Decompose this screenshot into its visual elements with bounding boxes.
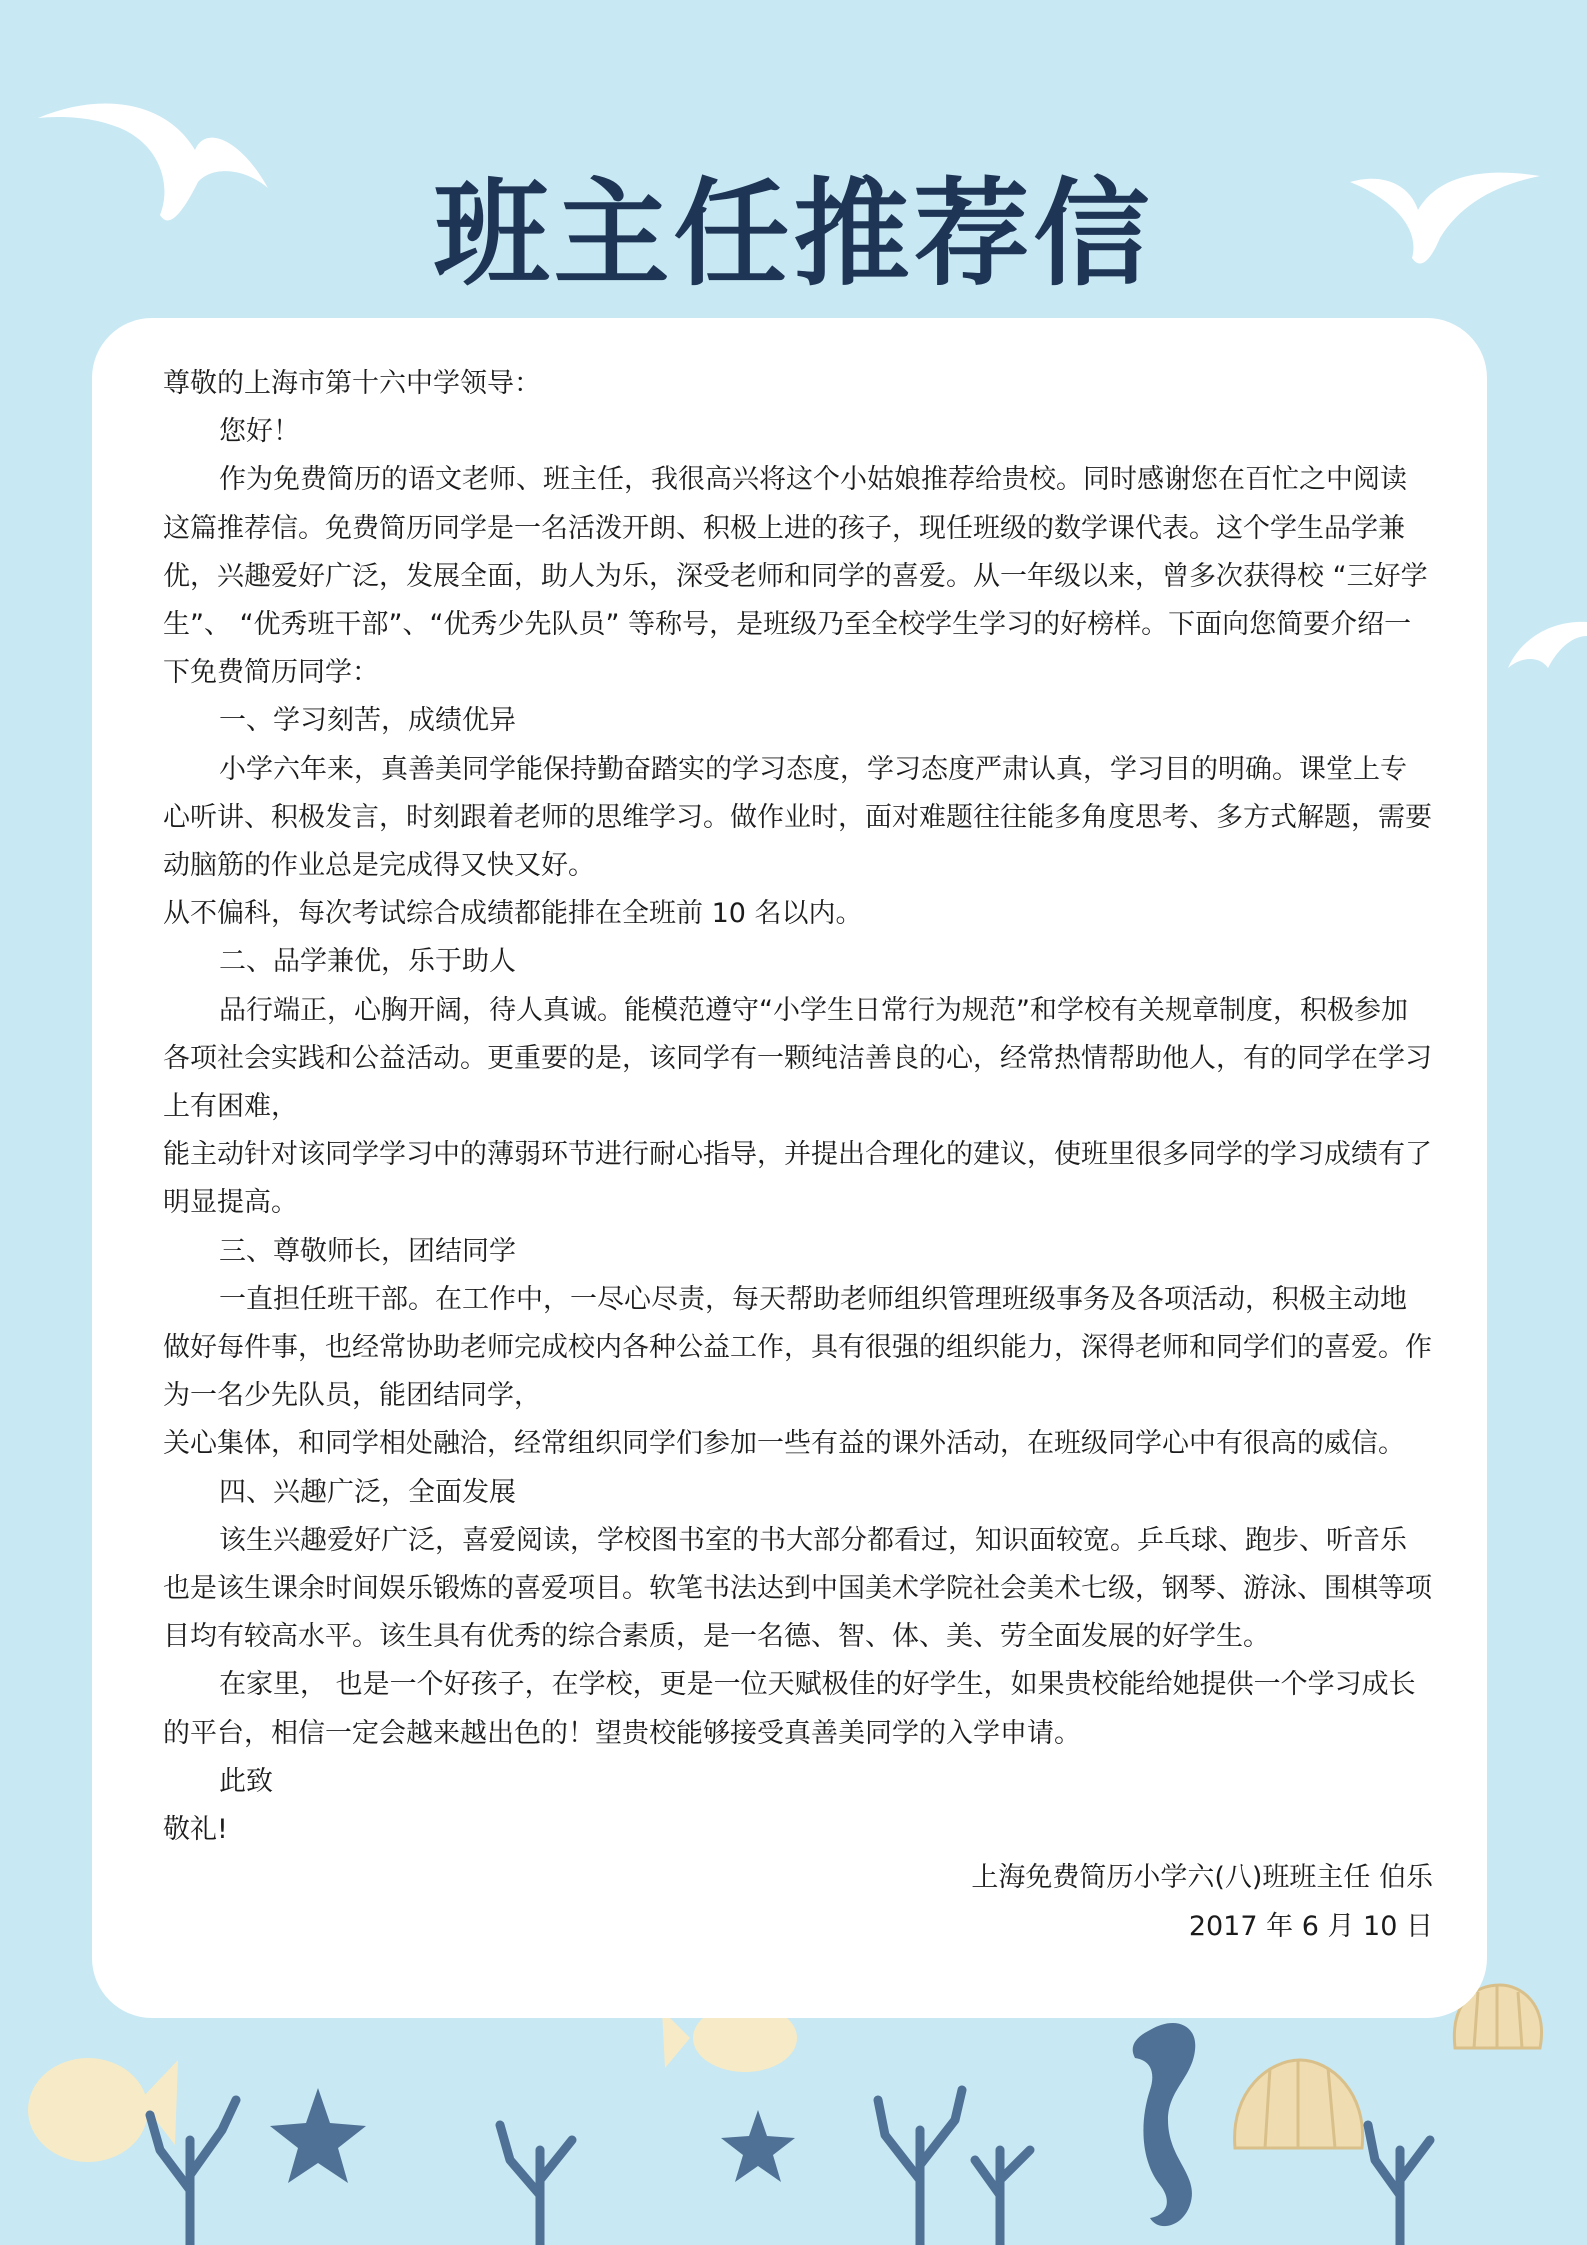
section-2-extra: 能主动针对该同学学习中的薄弱环节进行耐心指导，并提出合理化的建议，使班里很多同学的学习成绩有了明显提高。 [163,1139,1432,1219]
section-4-body: 该生兴趣爱好广泛，喜爱阅读，学校图书室的书大部分都看过，知识面较宽。乒乓球、跑步、听音乐也是该生课余时间娱乐锻炼的喜爱项目。软笔书法达到中国美术学院社会美术七级，钢琴、游泳、围棋等项目均有较高水平。该生具有优秀的综合素质，是一名德、智、体、美、劳全面发展的好学生。 [163,1524,1432,1653]
section-2-title: 二、品学兼优，乐于助人 [219,946,516,978]
letter-date: 2017 年 6 月 10 日 [1188,1910,1433,1942]
closing-paragraph: 在家里， 也是一个好孩子，在学校，更是一位天赋极佳的好学生，如果贵校能给她提供一个学习成长的平台，相信一定会越来越出色的！望贵校能够接受真善美同学的入学申请。 [163,1669,1416,1749]
shell-icon [1235,2060,1363,2148]
page-title: 班主任推荐信 [433,167,1154,302]
section-1-title: 一、学习刻苦，成绩优异 [219,705,516,737]
section-2-body: 品行端正，心胸开阔，待人真诚。能模范遵守“小学生日常行为规范”和学校有关规章制度，积极参加各项社会实践和公益活动。更重要的是，该同学有一颗纯洁善良的心，经常热情帮助他人，有的同学在学习上有困难， [163,994,1432,1123]
section-3-title: 三、尊敬师长，团结同学 [219,1235,516,1267]
section-1-body: 小学六年来，真善美同学能保持勤奋踏实的学习态度，学习态度严肃认真，学习目的明确。课堂上专心听讲、积极发言，时刻跟着老师的思维学习。做作业时，面对难题往往能多角度思考、多方式解题，需要动脑筋的作业总是完成得又快又好。 [163,753,1432,882]
letter-body [163,360,1433,1951]
section-4-title: 四、兴趣广泛，全面发展 [219,1476,516,1508]
section-3-body: 一直担任班干部。在工作中，一尽心尽责，每天帮助老师组织管理班级事务及各项活动，积极主动地做好每件事，也经常协助老师完成校内各种公益工作，具有很强的组织能力，深得老师和同学们的喜爱。作为一名少先队员，能团结同学， [163,1283,1432,1412]
seagull-icon [1508,622,1587,668]
signature: 上海免费简历小学六(八)班班主任 伯乐 [971,1862,1433,1894]
starfish-icon [270,2088,366,2183]
section-3-extra: 关心集体，和同学相处融洽，经常组织同学们参加一些有益的课外活动，在班级同学心中有很高的威信。 [163,1428,1405,1460]
greeting: 您好！ [219,416,300,448]
intro-paragraph: 作为免费简历的语文老师、班主任，我很高兴将这个小姑娘推荐给贵校。同时感谢您在百忙之中阅读这篇推荐信。免费简历同学是一名活泼开朗、积极上进的孩子，现任班级的数学课代表。这个学生品学兼优，兴趣爱好广泛，发展全面，助人为乐，深受老师和同学的喜爱。从一年级以来，曾多次获得校 “三好学生”、 “优秀班干部”、“优秀少先队员” 等称号，是班级乃至全校学生学习的好榜样。下面向您简要介绍一下免费简历同学： [163,464,1428,689]
section-1-extra: 从不偏科，每次考试综合成绩都能排在全班前 10 名以内。 [163,898,863,930]
starfish-icon [721,2110,795,2182]
jingli: 敬礼! [163,1814,228,1846]
seahorse-icon [1133,2023,1196,2226]
cizhi: 此致 [219,1765,273,1797]
salutation: 尊敬的上海市第十六中学领导： [163,368,541,399]
